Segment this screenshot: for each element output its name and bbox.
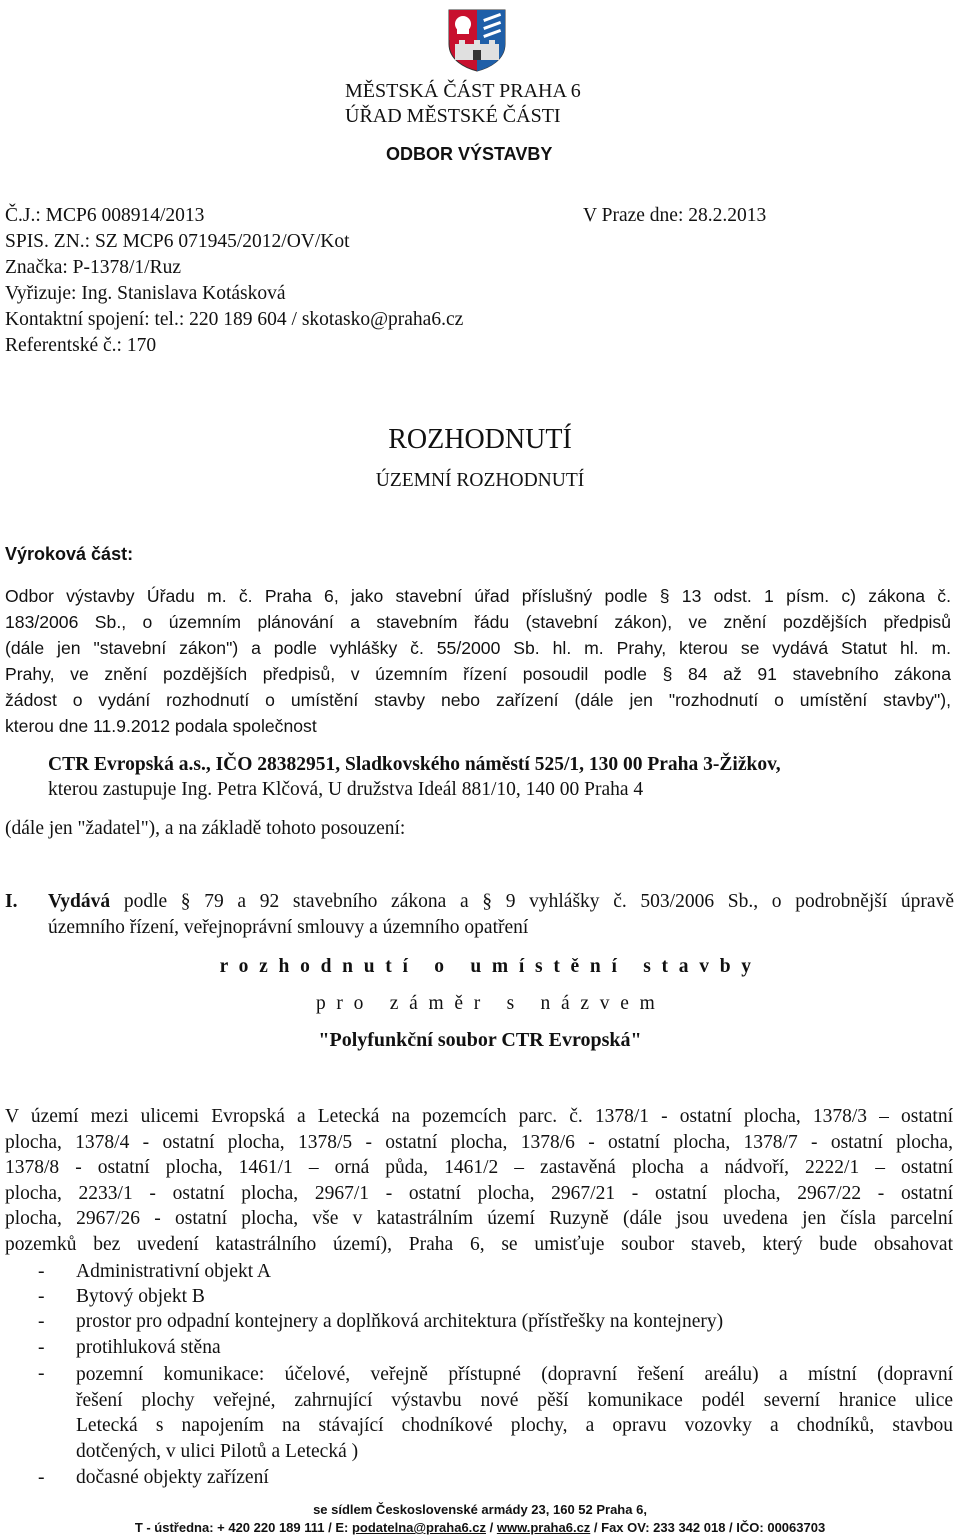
footer-web-link[interactable]: www.praha6.cz: [496, 1520, 591, 1535]
department-name: ODBOR VÝSTAVBY: [386, 144, 553, 164]
org-name-line2: ÚŘAD MĚSTSKÉ ČÁSTI: [345, 105, 561, 127]
paragraph-line: 1378/8 - ostatní plocha, 1461/1 – orná půda, 1461/2 – zastavěná plocha a nádvoří, 2222/1 – ostatní: [5, 1157, 953, 1179]
footer-separator: /: [486, 1520, 497, 1535]
paragraph-line: plocha, 2233/1 - ostatní plocha, 2967/1 - ostatní plocha, 2967/21 - ostatní plocha, 2967/22 - ostatní: [5, 1182, 953, 1204]
applicant-note: (dále jen "žadatel"), a na základě tohoto posouzení:: [5, 818, 406, 839]
list-item-line: pozemní komunikace: účelové, veřejně přístupné (dopravní řešení areálu) a místní (dopravní: [76, 1364, 953, 1385]
issuance-line2: územního řízení, veřejnoprávní smlouvy a územního opatření: [48, 916, 529, 938]
issuance-statement: [48, 890, 954, 940]
list-item-line: dotčených, v ulici Pilotů a Letecká ): [76, 1440, 359, 1462]
paragraph-line: žádost o vydání rozhodnutí o umístění stavby nebo zařízení (dále jen "rozhodnutí o umístění stavby"),: [5, 690, 951, 710]
org-name-line1: MĚSTSKÁ ČÁST PRAHA 6: [345, 80, 581, 102]
issuance-line: [48, 890, 954, 915]
contact: Kontaktní spojení: tel.: 220 189 604 / skotasko@praha6.cz: [5, 309, 464, 330]
file-number: SPIS. ZN.: SZ MCP6 071945/2012/OV/Kot: [5, 231, 350, 252]
list-item: Administrativní objekt A: [76, 1261, 271, 1282]
list-bullet: -: [38, 1467, 45, 1488]
list-bullet: -: [38, 1311, 45, 1332]
paragraph-line: plocha, 2967/26 - ostatní plocha, vše v katastrálním území Ruzyně (dále jsou uvedena jen čísla parcelní: [5, 1208, 953, 1230]
paragraph-line: kterou dne 11.9.2012 podala společnost: [5, 716, 317, 736]
referent-number: Referentské č.: 170: [5, 335, 157, 356]
purpose-label: pro záměr s názvem: [315, 993, 666, 1014]
list-bullet: -: [38, 1337, 45, 1358]
list-item: protihluková stěna: [76, 1337, 221, 1358]
list-bullet: -: [38, 1363, 45, 1384]
paragraph-line: (dále jen "stavební zákon") a podle vyhlášky č. 55/2000 Sb. hl. m. Prahy, kterou se vydává Statut hl. m.: [5, 638, 951, 658]
document-subtitle: ÚZEMNÍ ROZHODNUTÍ: [375, 470, 585, 491]
paragraph-line: pozemků bez uvedení katastrálního území), Praha 6, se umisťuje soubor staveb, který bude obsahovat: [5, 1233, 953, 1255]
footer-address: se sídlem Československé armády 23, 160 52 Praha 6,: [313, 1502, 647, 1517]
document-date: V Praze dne: 28.2.2013: [583, 205, 767, 226]
paragraph-line: 183/2006 Sb., o územním plánování a stavebním řádu (stavební zákon), ve znění pozdějších předpisů: [5, 612, 951, 632]
footer-phone: T - ústředna: + 420 220 189 111 / E:: [134, 1520, 352, 1535]
paragraph-line: Odbor výstavby Úřadu m. č. Praha 6, jako stavební úřad příslušný podle § 13 odst. 1 písm. c) zákona č.: [5, 586, 951, 606]
representative: kterou zastupuje Ing. Petra Klčová, U družstva Ideál 881/10, 140 00 Praha 4: [48, 779, 644, 800]
mark: Značka: P-1378/1/Ruz: [5, 257, 182, 278]
list-item-line: Letecká s napojením na stávající chodníkové plochy, a opravu vozovky a chodníků, stavbou: [76, 1415, 953, 1437]
document-title: ROZHODNUTÍ: [388, 424, 572, 455]
list-item: dočasné objekty zařízení: [76, 1467, 269, 1488]
list-item-line: řešení plochy veřejné, zahrnující výstavbu nové pěší komunikace podél severní hranice ulice: [76, 1389, 953, 1411]
paragraph-intro: [5, 583, 951, 739]
list-item-roads: [76, 1362, 953, 1464]
list-bullet: -: [38, 1261, 45, 1282]
footer-contacts: [0, 1520, 960, 1535]
footer-email-link[interactable]: podatelna@praha6.cz: [351, 1520, 487, 1535]
list-bullet: -: [38, 1286, 45, 1307]
issues-verb: Vydává: [48, 891, 111, 912]
coat-of-arms-logo: [445, 6, 509, 72]
footer-fax-ico: / Fax OV: 233 342 018 / IČO: 00063703: [590, 1520, 826, 1535]
handled-by: Vyřizuje: Ing. Stanislava Kotásková: [5, 283, 286, 304]
paragraph-line: V území mezi ulicemi Evropská a Letecká na pozemcích parc. č. 1378/1 - ostatní plocha, 1378/3 – ostatní: [5, 1106, 953, 1127]
reference-number: Č.J.: MCP6 008914/2013: [5, 205, 205, 226]
paragraph-line: Prahy, ve znění pozdějších předpisů, v územním řízení posoudil podle § 84 až 91 stavebního zákona: [5, 664, 951, 684]
company-name: CTR Evropská a.s., IČO 28382951, Sladkovského náměstí 525/1, 130 00 Praha 3-Žižkov,: [48, 754, 781, 775]
roman-numeral: I.: [5, 891, 18, 912]
list-item: prostor pro odpadní kontejnery a doplňková architektura (přístřešky na kontejnery): [76, 1311, 724, 1332]
section-heading: Výroková část:: [5, 544, 134, 564]
list-item: Bytový objekt B: [76, 1286, 205, 1307]
paragraph-parcels: [5, 1104, 953, 1258]
issues-rest: podle § 79 a 92 stavebního zákona a § 9 vyhlášky č. 503/2006 Sb., o podrobnější úpravě: [110, 891, 954, 912]
project-name: "Polyfunkční soubor CTR Evropská": [318, 1029, 642, 1051]
decision-title: rozhodnutí o umístění stavby: [219, 956, 762, 977]
paragraph-line: plocha, 1378/4 - ostatní plocha, 1378/5 - ostatní plocha, 1378/6 - ostatní plocha, 1378/7 - ostatní plocha,: [5, 1131, 953, 1153]
